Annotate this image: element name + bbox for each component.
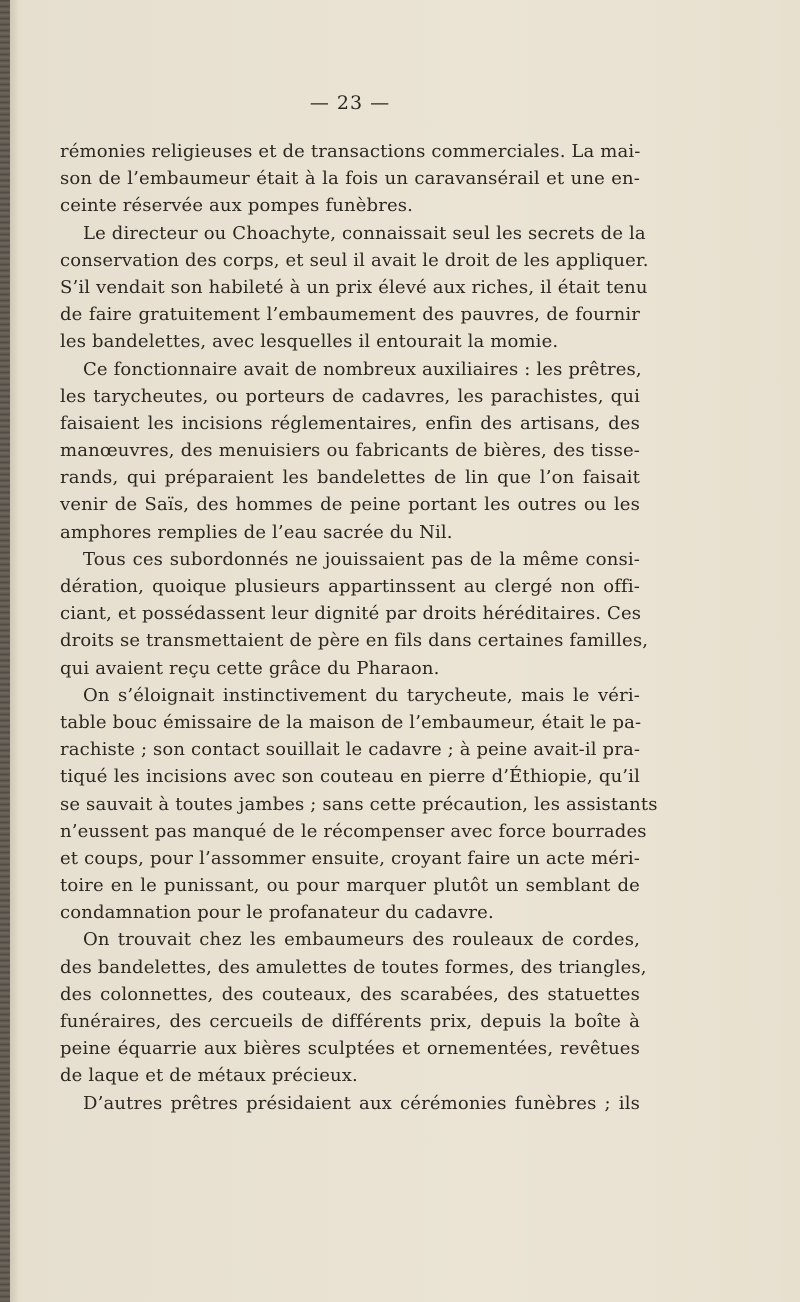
text-line: qui avaient reçu cette grâce du Pharaon.	[60, 657, 440, 679]
text-line: des colonnettes, des couteaux, des scarabées, des statuettes	[60, 983, 640, 1005]
text-line: des bandelettes, des amulettes de toutes formes, des triangles,	[60, 956, 647, 978]
text-line: peine équarrie aux bières sculptées et ornementées, revêtues	[60, 1038, 640, 1060]
text-line: condamnation pour le profanateur du cadavre.	[60, 902, 494, 924]
text-line: Le directeur ou Choachyte, connaissait seul les secrets de la	[83, 222, 646, 244]
text-line: On trouvait chez les embaumeurs des rouleaux de cordes,	[83, 929, 640, 951]
text-line: D’autres prêtres présidaient aux cérémonies funèbres ; ils	[83, 1092, 640, 1114]
text-line: rachiste ; son contact souillait le cadavre ; à peine avait-il pra-	[60, 739, 641, 761]
text-line: son de l’embaumeur était à la fois un caravansérail et une en-	[60, 168, 640, 190]
text-line: Ce fonctionnaire avait de nombreux auxiliaires : les prêtres,	[83, 358, 642, 380]
text-line: venir de Saïs, des hommes de peine portant les outres ou les	[60, 494, 640, 516]
text-line: On s’éloignait instinctivement du tarycheute, mais le véri-	[83, 684, 640, 706]
text-line: rémonies religieuses et de transactions commerciales. La mai-	[60, 141, 641, 162]
text-line: et coups, pour l’assommer ensuite, croyant faire un acte méri-	[60, 847, 640, 869]
text-line: funéraires, des cercueils de différents prix, depuis la boîte à	[60, 1011, 640, 1032]
text-line: Tous ces subordonnés ne jouissaient pas de la même consi-	[83, 548, 640, 570]
text-line: de laque et de métaux précieux.	[60, 1065, 358, 1087]
text-line: rands, qui préparaient les bandelettes de lin que l’on faisait	[60, 467, 640, 489]
text-line: table bouc émissaire de la maison de l’embaumeur, était le pa-	[60, 711, 642, 733]
text-line: de faire gratuitement l’embaumement des pauvres, de fournir	[60, 304, 640, 326]
text-line: conservation des corps, et seul il avait le droit de les appliquer.	[60, 249, 649, 271]
page-number: — 23 —	[309, 92, 391, 114]
text-line: tiqué les incisions avec son couteau en pierre d’Éthiopie, qu’il	[60, 766, 640, 788]
book-spine	[0, 0, 10, 1302]
text-line: faisaient les incisions réglementaires, enfin des artisans, des	[60, 412, 640, 434]
text-line: ceinte réservée aux pompes funèbres.	[60, 195, 414, 217]
text-line: se sauvait à toutes jambes ; sans cette précaution, les assistants	[60, 793, 658, 815]
text-line: droits se transmettaient de père en fils dans certaines familles,	[60, 630, 649, 652]
text-line: S’il vendait son habileté à un prix élevé aux riches, il était tenu	[60, 276, 648, 298]
text-line: les tarycheutes, ou porteurs de cadavres, les parachistes, qui	[60, 385, 640, 407]
text-line: manœuvres, des menuisiers ou fabricants de bières, des tisse-	[60, 440, 640, 462]
text-line: ciant, et possédassent leur dignité par droits héréditaires. Ces	[60, 603, 642, 625]
text-line: amphores remplies de l’eau sacrée du Nil.	[60, 521, 453, 543]
text-line: n’eussent pas manqué de le récompenser avec force bourrades	[60, 820, 647, 842]
body-text	[60, 138, 658, 1117]
text-line: dération, quoique plusieurs appartinssent au clergé non offi-	[60, 576, 640, 597]
text-line: toire en le punissant, ou pour marquer plutôt un semblant de	[60, 875, 640, 897]
text-line: les bandelettes, avec lesquelles il entourait la momie.	[60, 331, 559, 353]
